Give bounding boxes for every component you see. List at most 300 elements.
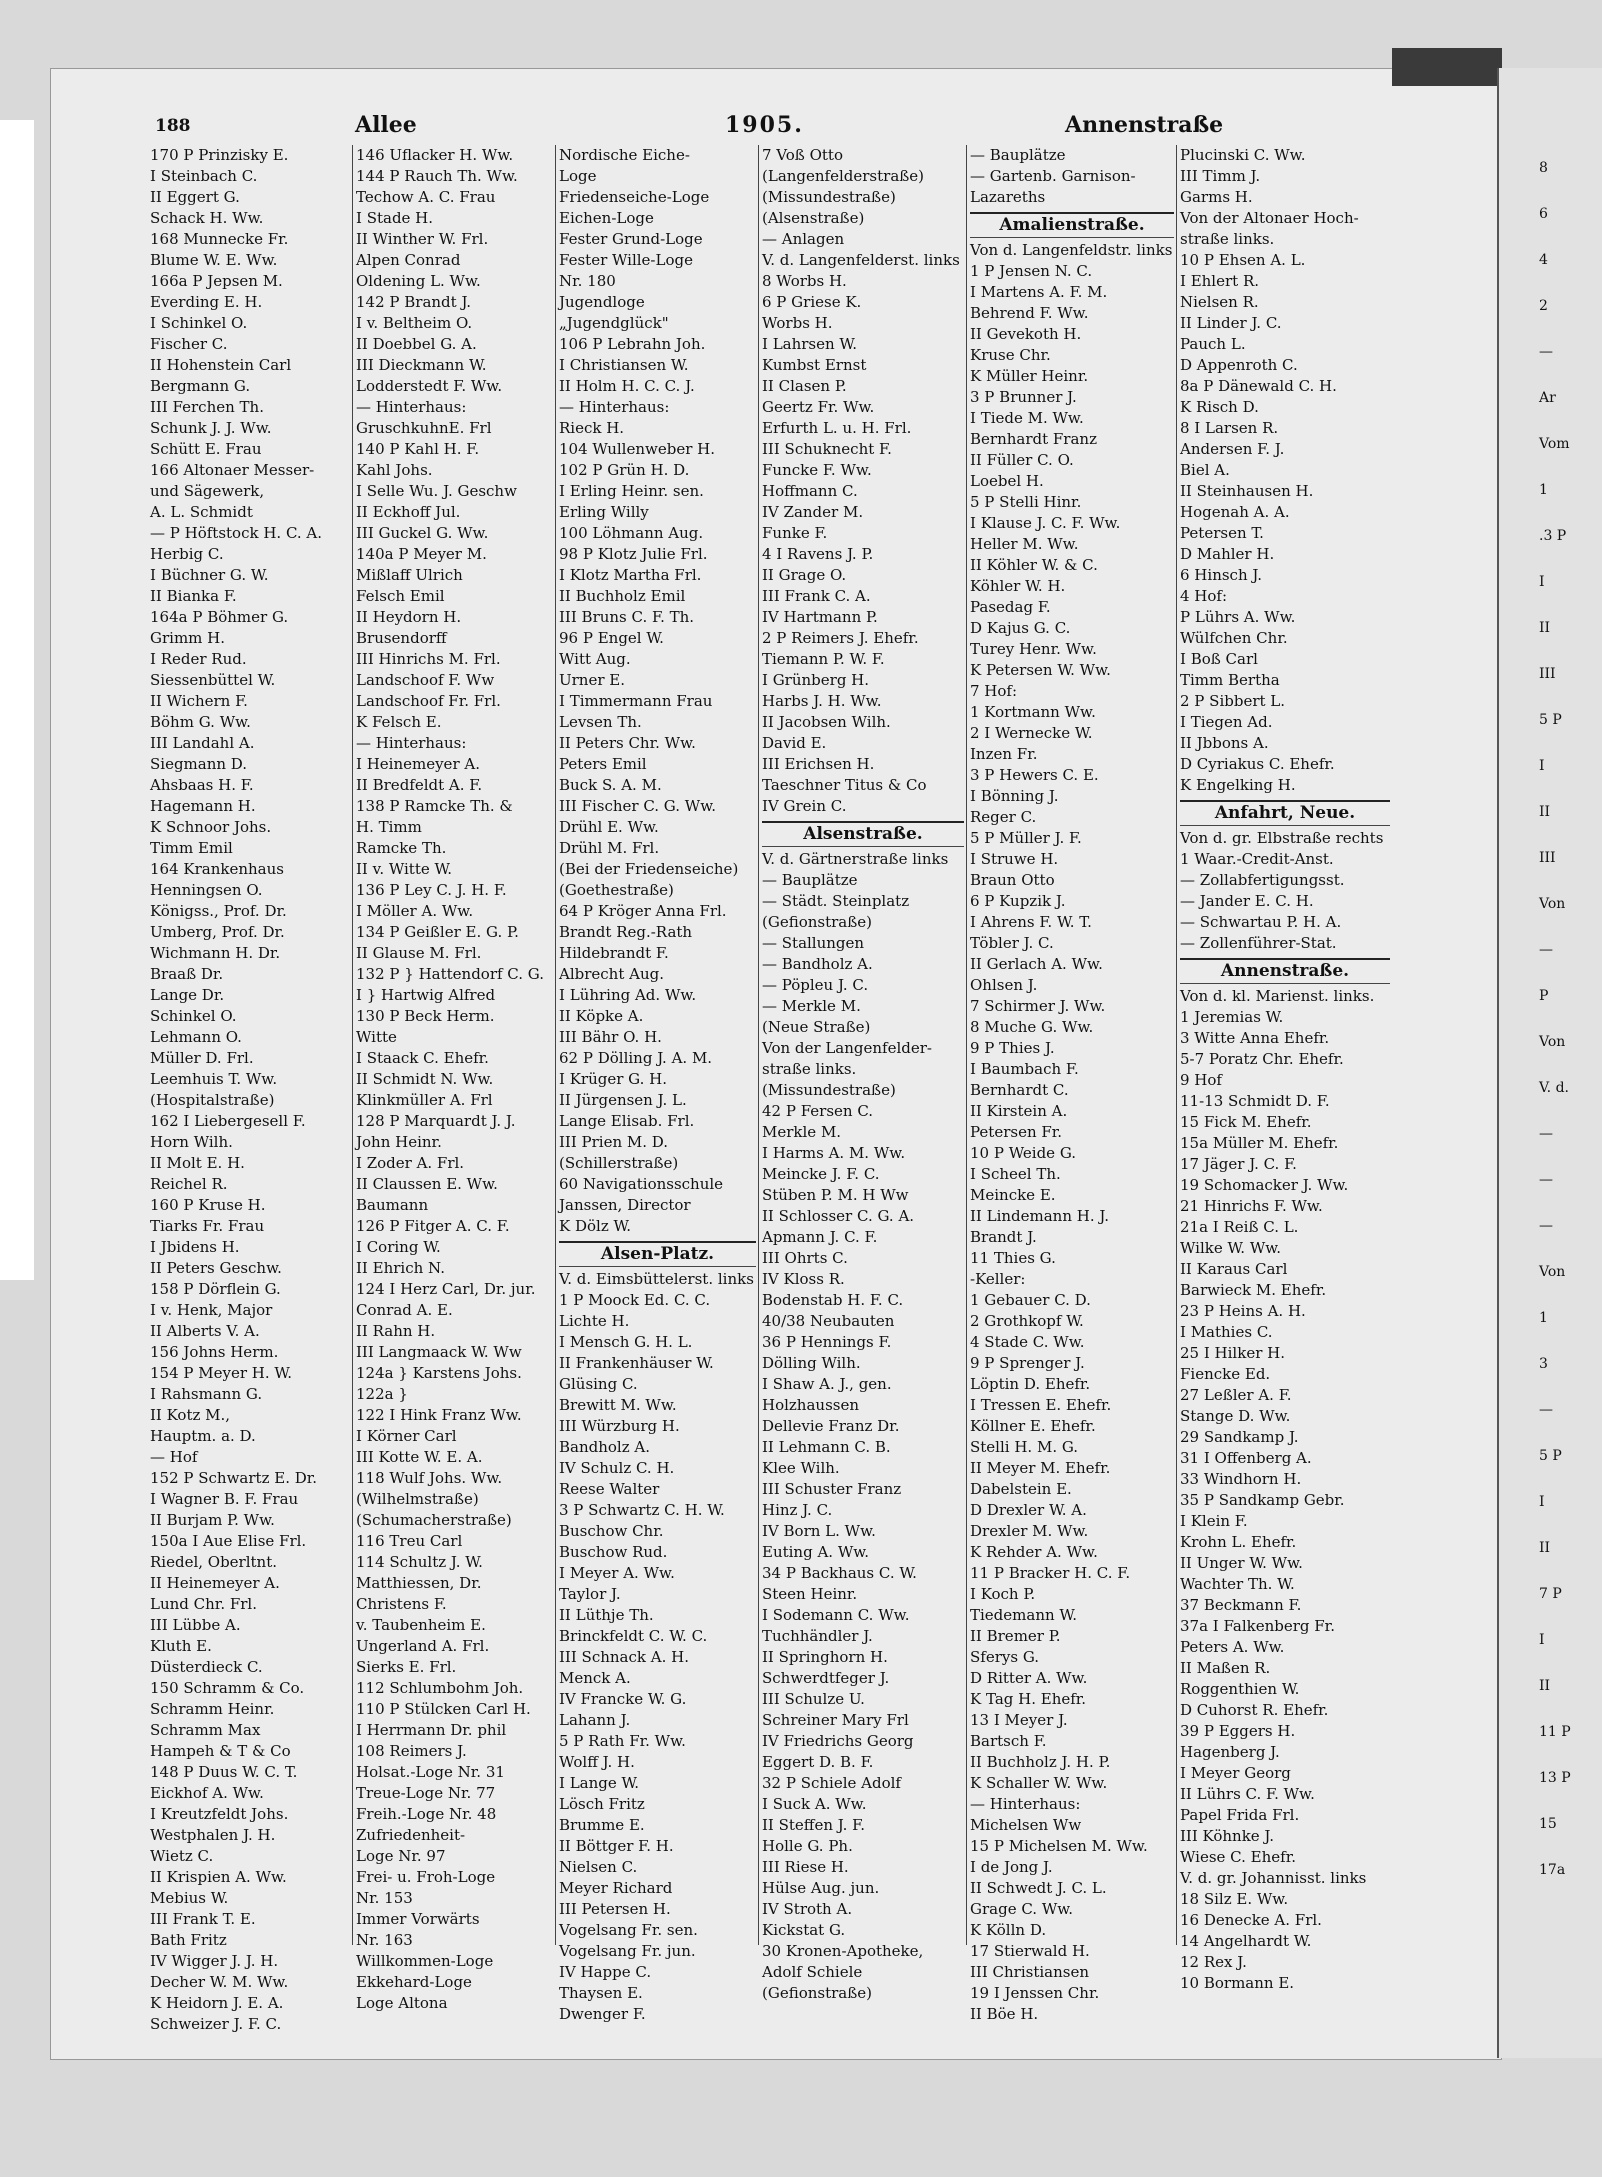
directory-entry: Grage C. Ww. [970, 1900, 1074, 1918]
directory-entry: 31 I Offenberg A. [1180, 1449, 1312, 1467]
directory-entry: Siegmann D. [150, 755, 248, 773]
directory-entry: Kickstat G. [762, 1921, 846, 1939]
directory-entry: (Gefionstraße) [762, 1984, 872, 2002]
directory-entry: Dabelstein E. [970, 1480, 1072, 1498]
directory-entry: III Erichsen H. [762, 755, 875, 773]
directory-entry: V. d. Langenfelderst. links [762, 251, 960, 269]
column-divider [352, 145, 353, 1945]
directory-entry: 7 Voß Otto [762, 146, 843, 164]
directory-entry: II Peters Chr. Ww. [559, 734, 696, 752]
directory-entry: 62 P Dölling J. A. M. [559, 1049, 713, 1067]
adjacent-page-fragment: I [1539, 1494, 1545, 1510]
directory-entry: Meyer Richard [559, 1879, 673, 1897]
directory-entry: Nordische Eiche- [559, 146, 690, 164]
adjacent-page-fragment: 11 P [1539, 1724, 1571, 1740]
directory-entry: 102 P Grün H. D. [559, 461, 690, 479]
directory-entry: Bergmann G. [150, 377, 251, 395]
directory-entry: Köllner E. Ehefr. [970, 1417, 1096, 1435]
directory-entry: Tiedemann W. [970, 1606, 1077, 1624]
directory-entry: II Jacobsen Wilh. [762, 713, 891, 731]
directory-entry: Pauch L. [1180, 335, 1246, 353]
directory-entry: David E. [762, 734, 827, 752]
directory-entry: Sferys G. [970, 1648, 1040, 1666]
directory-entry: Bernhardt C. [970, 1081, 1069, 1099]
directory-entry: Garms H. [1180, 188, 1253, 206]
directory-entry: II Springhorn H. [762, 1648, 888, 1666]
directory-entry: IV Francke W. G. [559, 1690, 687, 1708]
adjacent-page-fragment: Von [1539, 896, 1566, 912]
directory-entry: Wülfchen Chr. [1180, 629, 1288, 647]
directory-entry: II Lührs C. F. Ww. [1180, 1785, 1315, 1803]
directory-entry: I Lahrsen W. [762, 335, 857, 353]
directory-entry: D Mahler H. [1180, 545, 1275, 563]
directory-entry: II Steffen J. F. [762, 1816, 865, 1834]
directory-entry: Frei- u. Froh-Loge [356, 1868, 496, 1886]
directory-entry: 8 Worbs H. [762, 272, 847, 290]
directory-entry: Janssen, Director [559, 1196, 691, 1214]
directory-entry: — Hof [150, 1448, 198, 1466]
directory-entry: 10 P Weide G. [970, 1144, 1077, 1162]
header-year: 1905. [725, 112, 804, 138]
directory-entry: 150a I Aue Elise Frl. [150, 1532, 307, 1550]
directory-entry: I Boß Carl [1180, 650, 1258, 668]
street-heading: Amalienstraße. [970, 212, 1174, 238]
adjacent-page-fragment: 8 [1539, 160, 1548, 176]
directory-entry: Dölling Wilh. [762, 1354, 861, 1372]
directory-entry: „Jugendglück" [559, 314, 669, 332]
directory-entry: Hagenberg J. [1180, 1743, 1280, 1761]
directory-entry: 15 P Michelsen M. Ww. [970, 1837, 1148, 1855]
directory-entry: A. L. Schmidt [150, 503, 253, 521]
directory-entry: Nr. 163 [356, 1931, 413, 1949]
directory-entry: K Schaller W. Ww. [970, 1774, 1108, 1792]
directory-entry: 19 I Jenssen Chr. [970, 1984, 1100, 2002]
directory-entry: v. Taubenheim E. [356, 1616, 486, 1634]
directory-entry: II Lindemann H. J. [970, 1207, 1110, 1225]
directory-entry: K Petersen W. Ww. [970, 661, 1111, 679]
directory-entry: straße links. [762, 1060, 857, 1078]
directory-entry: — Anlagen [762, 230, 845, 248]
directory-column-2 [356, 145, 553, 2012]
directory-entry: — P Höftstock H. C. A. [150, 524, 323, 542]
directory-entry: Schinkel O. [150, 1007, 237, 1025]
directory-entry: 152 P Schwartz E. Dr. [150, 1469, 318, 1487]
directory-entry: Ahsbaas H. F. [150, 776, 254, 794]
adjacent-page-fragment: — [1539, 344, 1553, 360]
directory-entry: D Cuhorst R. Ehefr. [1180, 1701, 1329, 1719]
directory-entry: 15a Müller M. Ehefr. [1180, 1134, 1339, 1152]
directory-entry: Taeschner Titus & Co [762, 776, 927, 794]
directory-entry: Mißlaff Ulrich [356, 566, 463, 584]
directory-entry: II Glause M. Frl. [356, 944, 482, 962]
directory-entry: Westphalen J. H. [150, 1826, 276, 1844]
directory-entry: Schweizer J. F. C. [150, 2015, 282, 2033]
directory-entry: 128 P Marquardt J. J. [356, 1112, 516, 1130]
directory-entry: Löptin D. Ehefr. [970, 1375, 1091, 1393]
directory-entry: D Drexler W. A. [970, 1501, 1087, 1519]
directory-entry: Biel A. [1180, 461, 1230, 479]
directory-entry: II Buchholz Emil [559, 587, 686, 605]
directory-entry: 160 P Kruse H. [150, 1196, 266, 1214]
directory-entry: 9 Hof [1180, 1071, 1222, 1089]
directory-entry: Kluth E. [150, 1637, 212, 1655]
directory-entry: 6 P Griese K. [762, 293, 862, 311]
directory-entry: Kahl Johs. [356, 461, 433, 479]
directory-entry: 4 Hof: [1180, 587, 1228, 605]
directory-entry: 3 P Brunner J. [970, 388, 1077, 406]
directory-entry: II Steinhausen H. [1180, 482, 1314, 500]
directory-entry: III Würzburg H. [559, 1417, 680, 1435]
header-right-title: Annenstraße [1065, 112, 1224, 138]
directory-entry: — Hinterhaus: [356, 734, 467, 752]
directory-entry: Freih.-Loge Nr. 48 [356, 1805, 497, 1823]
directory-entry: Ramcke Th. [356, 839, 447, 857]
adjacent-page-fragment: 7 P [1539, 1586, 1562, 1602]
directory-entry: Böhm G. Ww. [150, 713, 251, 731]
directory-entry: Drühl E. Ww. [559, 818, 659, 836]
directory-entry: Nielsen R. [1180, 293, 1259, 311]
directory-entry: 7 Hof: [970, 682, 1018, 700]
directory-entry: — Hinterhaus: [356, 398, 467, 416]
directory-entry: I Heinemeyer A. [356, 755, 480, 773]
directory-entry: Heller M. Ww. [970, 535, 1079, 553]
directory-entry: Brandt Reg.-Rath [559, 923, 693, 941]
directory-entry: II Wichern F. [150, 692, 248, 710]
directory-entry: Königss., Prof. Dr. [150, 902, 287, 920]
directory-entry: 2 Grothkopf W. [970, 1312, 1084, 1330]
directory-entry: Eggert D. B. F. [762, 1753, 874, 1771]
directory-entry: Brusendorff [356, 629, 447, 647]
column-divider [966, 145, 967, 1945]
directory-entry: 1 Waar.-Credit-Anst. [1180, 850, 1334, 868]
directory-entry: 1 Jeremias W. [1180, 1008, 1284, 1026]
directory-entry: Eichen-Loge [559, 209, 654, 227]
directory-entry: IV Schulz C. H. [559, 1459, 675, 1477]
directory-entry: Hoffmann C. [762, 482, 858, 500]
directory-entry: 122 I Hink Franz Ww. [356, 1406, 522, 1424]
directory-entry: 1 Kortmann Ww. [970, 703, 1096, 721]
directory-entry: Von der Altonaer Hoch- [1180, 209, 1359, 227]
directory-entry: K Kölln D. [970, 1921, 1047, 1939]
directory-entry: D Ritter A. Ww. [970, 1669, 1088, 1687]
directory-entry: 114 Schultz J. W. [356, 1553, 483, 1571]
directory-entry: 17 Jäger J. C. F. [1180, 1155, 1297, 1173]
directory-entry: II Molt E. H. [150, 1154, 245, 1172]
directory-entry: I Klause J. C. F. Ww. [970, 514, 1121, 532]
directory-entry: II Bianka F. [150, 587, 237, 605]
directory-entry: Harbs J. H. Ww. [762, 692, 882, 710]
adjacent-page-fragment: I [1539, 574, 1545, 590]
directory-entry: II Clasen P. [762, 377, 847, 395]
directory-entry: Schunk J. J. Ww. [150, 419, 272, 437]
directory-entry: 33 Windhorn H. [1180, 1470, 1302, 1488]
directory-entry: II Füller C. O. [970, 451, 1074, 469]
directory-entry: — Jander E. C. H. [1180, 892, 1314, 910]
directory-entry: Timm Emil [150, 839, 233, 857]
column-divider [758, 145, 759, 1945]
directory-entry: 130 P Beck Herm. [356, 1007, 495, 1025]
directory-entry: Steen Heinr. [762, 1585, 858, 1603]
directory-entry: 168 Munnecke Fr. [150, 230, 289, 248]
directory-entry: I Kreutzfeldt Johs. [150, 1805, 289, 1823]
adjacent-page-fragment: .3 P [1539, 528, 1567, 544]
directory-entry: Plucinski C. Ww. [1180, 146, 1306, 164]
directory-entry: Thaysen E. [559, 1984, 643, 2002]
directory-entry: (Gefionstraße) [762, 913, 872, 931]
directory-entry: H. Timm [356, 818, 422, 836]
directory-entry: I Ahrens F. W. T. [970, 913, 1092, 931]
adjacent-page-fragment: I [1539, 758, 1545, 774]
directory-entry: 158 P Dörflein G. [150, 1280, 281, 1298]
directory-entry: Schreiner Mary Frl [762, 1711, 909, 1729]
directory-entry: I de Jong J. [970, 1858, 1053, 1876]
directory-entry: 144 P Rauch Th. Ww. [356, 167, 518, 185]
directory-entry: Levsen Th. [559, 713, 642, 731]
directory-entry: I Timmermann Frau [559, 692, 713, 710]
directory-entry: K Heidorn J. E. A. [150, 1994, 284, 2012]
directory-entry: Holle G. Ph. [762, 1837, 853, 1855]
directory-entry: Menck A. [559, 1669, 631, 1687]
directory-entry: K Engelking H. [1180, 776, 1296, 794]
directory-entry: Apmann J. C. F. [762, 1228, 878, 1246]
page-number: 188 [155, 116, 191, 136]
directory-entry: IV Stroth A. [762, 1900, 853, 1918]
directory-entry: 35 P Sandkamp Gebr. [1180, 1491, 1345, 1509]
directory-entry: Reese Walter [559, 1480, 660, 1498]
directory-entry: 30 Kronen-Apotheke, [762, 1942, 924, 1960]
adjacent-page-fragment: 3 [1539, 1356, 1548, 1372]
directory-entry: 106 P Lebrahn Joh. [559, 335, 706, 353]
directory-entry: Witte [356, 1028, 397, 1046]
directory-entry: II Jürgensen J. L. [559, 1091, 687, 1109]
directory-entry: — Hinterhaus: [970, 1795, 1081, 1813]
directory-entry: V. d. gr. Johannisst. links [1180, 1869, 1367, 1887]
directory-entry: 2 I Wernecke W. [970, 724, 1093, 742]
directory-entry: Taylor J. [559, 1585, 621, 1603]
adjacent-page-fragment: 4 [1539, 252, 1548, 268]
directory-entry: III Riese H. [762, 1858, 849, 1876]
directory-entry: 36 P Hennings F. [762, 1333, 892, 1351]
directory-entry: I Ehlert R. [1180, 272, 1260, 290]
directory-entry: Sierks E. Frl. [356, 1658, 457, 1676]
directory-entry: 4 Stade C. Ww. [970, 1333, 1085, 1351]
directory-entry: (Goethestraße) [559, 881, 674, 899]
directory-entry: I Koch P. [970, 1585, 1036, 1603]
directory-entry: Schramm Max [150, 1721, 261, 1739]
page-tab-mark [1392, 48, 1502, 86]
directory-entry: Wachter Th. W. [1180, 1575, 1295, 1593]
directory-entry: — Schwartau P. H. A. [1180, 913, 1342, 931]
directory-entry: II Schwedt J. C. L. [970, 1879, 1107, 1897]
directory-entry: 166 Altonaer Messer- [150, 461, 315, 479]
directory-entry: Lund Chr. Frl. [150, 1595, 257, 1613]
directory-entry: Loge [559, 167, 597, 185]
adjacent-page-fragment: — [1539, 942, 1553, 958]
directory-entry: Bodenstab H. F. C. [762, 1291, 904, 1309]
directory-entry: II Grage O. [762, 566, 847, 584]
adjacent-page-fragment: Vom [1539, 436, 1570, 452]
side-label [0, 120, 34, 1280]
directory-entry: 162 I Liebergesell F. [150, 1112, 306, 1130]
directory-entry: II Krispien A. Ww. [150, 1868, 287, 1886]
directory-entry: III Hinrichs M. Frl. [356, 650, 501, 668]
directory-entry: Erfurth L. u. H. Frl. [762, 419, 912, 437]
directory-entry: -Keller: [970, 1270, 1026, 1288]
adjacent-page-fragment: P [1539, 988, 1549, 1004]
directory-entry: Meincke J. F. C. [762, 1165, 880, 1183]
directory-entry: I Shaw A. J., gen. [762, 1375, 892, 1393]
directory-entry: Lösch Fritz [559, 1795, 645, 1813]
directory-entry: V. d. Eimsbüttelerst. links [559, 1270, 754, 1288]
directory-entry: Tuchhändler J. [762, 1627, 873, 1645]
directory-entry: Michelsen Ww [970, 1816, 1082, 1834]
directory-entry: I Bönning J. [970, 787, 1059, 805]
directory-entry: 11-13 Schmidt D. F. [1180, 1092, 1330, 1110]
directory-entry: — Städt. Steinplatz [762, 892, 910, 910]
directory-entry: Brinckfeldt C. W. C. [559, 1627, 708, 1645]
directory-entry: 27 Leßler A. F. [1180, 1386, 1292, 1404]
directory-entry: III Dieckmann W. [356, 356, 487, 374]
directory-entry: 138 P Ramcke Th. & [356, 797, 513, 815]
directory-entry: I Wagner B. F. Frau [150, 1490, 299, 1508]
directory-entry: Peters Emil [559, 755, 647, 773]
directory-entry: Umberg, Prof. Dr. [150, 923, 285, 941]
directory-entry: K Rehder A. Ww. [970, 1543, 1098, 1561]
directory-entry: Wichmann H. Dr. [150, 944, 281, 962]
directory-entry: Loebel H. [970, 472, 1044, 490]
directory-entry: V. d. Gärtnerstraße links [762, 850, 949, 868]
adjacent-page-fragment: III [1539, 850, 1556, 866]
directory-entry: Ungerland A. Frl. [356, 1637, 490, 1655]
directory-entry: Dellevie Franz Dr. [762, 1417, 900, 1435]
directory-entry: Lodderstedt F. Ww. [356, 377, 503, 395]
directory-entry: 154 P Meyer H. W. [150, 1364, 292, 1382]
directory-entry: II Lüthje Th. [559, 1606, 654, 1624]
directory-entry: Schack H. Ww. [150, 209, 264, 227]
directory-entry: II Claussen E. Ww. [356, 1175, 498, 1193]
directory-entry: IV Grein C. [762, 797, 847, 815]
directory-entry: Loge Altona [356, 1994, 448, 2012]
directory-entry: 64 P Kröger Anna Frl. [559, 902, 727, 920]
directory-entry: Nr. 180 [559, 272, 616, 290]
directory-entry: 118 Wulf Johs. Ww. [356, 1469, 503, 1487]
directory-entry: I Krüger G. H. [559, 1070, 667, 1088]
directory-entry: Stüben P. M. H Ww [762, 1186, 909, 1204]
adjacent-page-fragment: II [1539, 804, 1551, 820]
column-divider [1176, 145, 1177, 1945]
directory-entry: 13 I Meyer J. [970, 1711, 1068, 1729]
directory-entry: — Bauplätze [970, 146, 1066, 164]
directory-entry: John Heinr. [356, 1133, 442, 1151]
directory-entry: I Scheel Th. [970, 1165, 1061, 1183]
directory-entry: 9 P Sprenger J. [970, 1354, 1085, 1372]
directory-entry: 108 Reimers J. [356, 1742, 467, 1760]
directory-entry: Köhler W. H. [970, 577, 1066, 595]
directory-entry: Christens F. [356, 1595, 447, 1613]
directory-entry: 146 Uflacker H. Ww. [356, 146, 514, 164]
directory-entry: II Jbbons A. [1180, 734, 1269, 752]
directory-entry: Vogelsang Fr. jun. [559, 1942, 696, 1960]
directory-entry: Tiarks Fr. Frau [150, 1217, 265, 1235]
directory-entry: I Jbidens H. [150, 1238, 240, 1256]
directory-entry: II Winther W. Frl. [356, 230, 489, 248]
directory-entry: Fester Wille-Loge [559, 251, 693, 269]
directory-entry: Fischer C. [150, 335, 228, 353]
directory-entry: Leemhuis T. Ww. [150, 1070, 278, 1088]
directory-entry: — Bauplätze [762, 871, 858, 889]
directory-entry: 1 P Jensen N. C. [970, 262, 1093, 280]
page-header [105, 112, 1224, 140]
adjacent-page-fragment: Von [1539, 1034, 1566, 1050]
directory-entry: I Steinbach C. [150, 167, 258, 185]
directory-entry: Barwieck M. Ehefr. [1180, 1281, 1327, 1299]
directory-entry: 122a } [356, 1385, 408, 1403]
directory-entry: Lehmann O. [150, 1028, 242, 1046]
directory-entry: II Meyer M. Ehefr. [970, 1459, 1111, 1477]
directory-entry: I Christiansen W. [559, 356, 689, 374]
adjacent-page-fragment: 5 P [1539, 1448, 1562, 1464]
directory-entry: Andersen F. J. [1180, 440, 1285, 458]
directory-entry: Drexler M. Ww. [970, 1522, 1089, 1540]
directory-entry: 39 P Eggers H. [1180, 1722, 1296, 1740]
directory-entry: Stelli H. M. G. [970, 1438, 1079, 1456]
directory-entry: II Burjam P. Ww. [150, 1511, 275, 1529]
directory-entry: 116 Treu Carl [356, 1532, 463, 1550]
directory-entry: K Felsch E. [356, 713, 442, 731]
directory-entry: 4 I Ravens J. P. [762, 545, 874, 563]
directory-entry: Urner E. [559, 671, 626, 689]
directory-entry: 140a P Meyer M. [356, 545, 487, 563]
directory-entry: I Grünberg H. [762, 671, 870, 689]
directory-entry: Techow A. C. Frau [356, 188, 496, 206]
directory-entry: 148 P Duus W. C. T. [150, 1763, 298, 1781]
directory-entry: K Dölz W. [559, 1217, 632, 1235]
directory-entry: — Zollabfertigungsst. [1180, 871, 1345, 889]
directory-entry: II Gevekoth H. [970, 325, 1082, 343]
directory-entry: (Hospitalstraße) [150, 1091, 275, 1109]
directory-entry: Erling Willy [559, 503, 649, 521]
adjacent-page-fragment: II [1539, 1540, 1551, 1556]
directory-entry: Peters A. Ww. [1180, 1638, 1285, 1656]
directory-entry: 1 P Moock Ed. C. C. [559, 1291, 711, 1309]
directory-entry: II Holm H. C. C. J. [559, 377, 695, 395]
adjacent-page-fragment: II [1539, 620, 1551, 636]
directory-entry: 10 Bormann E. [1180, 1974, 1295, 1992]
directory-entry: I Tiegen Ad. [1180, 713, 1273, 731]
directory-entry: 150 Schramm & Co. [150, 1679, 305, 1697]
directory-entry: IV Wigger J. J. H. [150, 1952, 279, 1970]
directory-entry: I Herrmann Dr. phil [356, 1721, 507, 1739]
directory-entry: Buck S. A. M. [559, 776, 662, 794]
directory-entry: I v. Beltheim O. [356, 314, 473, 332]
adjacent-page-fragment: I [1539, 1632, 1545, 1648]
directory-entry: Wilke W. Ww. [1180, 1239, 1282, 1257]
directory-entry: Düsterdieck C. [150, 1658, 263, 1676]
directory-entry: 134 P Geißler E. G. P. [356, 923, 519, 941]
directory-entry: Funcke F. Ww. [762, 461, 872, 479]
directory-entry: 5-7 Poratz Chr. Ehefr. [1180, 1050, 1344, 1068]
directory-entry: I Meyer Georg [1180, 1764, 1291, 1782]
directory-entry: Nielsen C. [559, 1858, 638, 1876]
directory-entry: 37 Beckmann F. [1180, 1596, 1302, 1614]
directory-entry: Witt Aug. [559, 650, 631, 668]
adjacent-page-fragment: Von [1539, 1264, 1566, 1280]
directory-entry: II Kirstein A. [970, 1102, 1068, 1120]
directory-entry: IV Hartmann P. [762, 608, 878, 626]
directory-entry: Everding E. H. [150, 293, 263, 311]
adjacent-page-strip [1497, 68, 1602, 2058]
directory-column-1 [150, 145, 350, 2033]
